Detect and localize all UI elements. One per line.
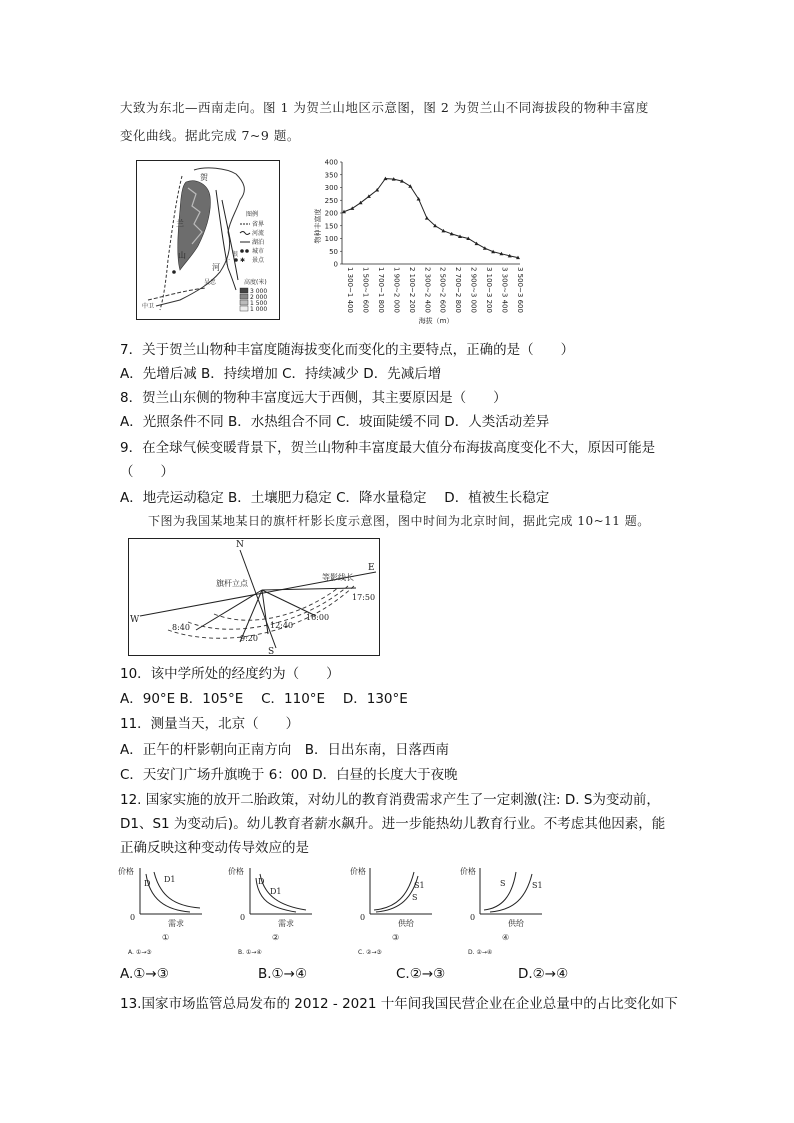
richness-chart [306,156,536,328]
map-elev-title: 高度(米) [244,279,267,286]
chart-xtick-label: 3 500~3 600 [516,267,524,313]
svg-text:S: S [500,879,506,888]
map-elev-3: 1 000 [250,306,268,313]
shadow-pole-label: 旗杆立点 [216,579,248,588]
map-elev-0: 3 000 [250,288,268,295]
q7-stem: 7．关于贺兰山物种丰富度随海拔变化而变化的主要特点，正确的是（ ） [120,342,575,358]
chart-xtick-label: 2 300~2 400 [423,267,432,313]
chart-ytick-label: 100 [324,235,338,243]
chart-ytick-label: 400 [324,158,338,167]
map-label-wuzhong: 吴忠 [204,279,217,286]
map-legend-item-3: 城市 [252,248,265,255]
svg-text:价格: 价格 [350,867,366,876]
map-legend-item-4: 景点 [252,257,265,264]
svg-text:S1: S1 [532,881,543,890]
chart-data-point [425,216,429,220]
q12-graphs [116,862,656,960]
svg-text:S: S [412,893,418,902]
svg-text:✱: ✱ [240,257,246,264]
q12-graph-3 [350,866,432,956]
svg-text:③: ③ [392,933,400,942]
q12-option-d: D.②→④ [518,966,569,982]
svg-text:D1: D1 [164,875,176,884]
q12-subopt-a: A. ①→③ [128,949,152,956]
svg-text:D: D [144,879,151,888]
q7-options: A．先增后减 B．持续增加 C．持续减少 D．先减后增 [120,366,442,382]
q13-stem: 13.国家市场监管总局发布的 2012 - 2021 十年间我国民营企业在企业总量中的占比变化如下 [120,996,678,1012]
q9-options: A．地壳运动稳定 B．土壤肥力稳定 C．降水量稳定 D．植被生长稳定 [120,490,550,506]
q12-graph-2 [228,866,312,956]
chart-data-point [441,229,445,233]
chart-data-point [475,242,479,246]
chart-xlabel: 海拔（m） [418,317,454,325]
chart-ytick-label: 150 [324,222,338,231]
q11-stem: 11．测量当天，北京（ ） [120,716,300,732]
chart-ytick-label: 350 [324,171,338,180]
q12-line-1: 12. 国家实施的放开二胎政策，对幼儿的教育消费需求产生了一定刺激(注: D. S为变动前， [120,792,660,808]
chart-ylabel: 物种丰富度 [314,208,322,244]
map-legend-item-0: 省界 [252,221,265,228]
shadow-north: N [236,540,244,550]
chart-xtick-label: 1 900~2 000 [392,267,401,313]
svg-text:0: 0 [470,913,476,922]
q12-option-a: A.①→③ [120,966,169,982]
chart-xtick-label: 2 100~2 200 [407,267,416,313]
svg-text:需求: 需求 [278,919,294,928]
map-label-he: 贺 [200,173,208,182]
q8-options: A．光照条件不同 B．水热组合不同 C．坡面陡缓不同 D．人类活动差异 [120,414,550,430]
intro-line-1: 大致为东北—西南走向。图 1 为贺兰山地区示意图，图 2 为贺兰山不同海拔段的物种丰富度 [120,100,649,115]
q12-subopt-d: D. ②→④ [468,949,493,956]
chart-series-line [344,179,518,258]
svg-text:价格: 价格 [118,867,134,876]
intro-10-11: 下图为我国某地某日的旗杆杆影长度示意图，图中时间为北京时间，据此完成 10~11 题。 [148,514,650,528]
svg-text:价格: 价格 [228,867,244,876]
shadow-east: E [368,563,375,573]
q11-options-2: C．天安门广场升旗晚于 6：00 D．白昼的长度大于夜晚 [120,767,458,783]
svg-text:④: ④ [502,933,510,942]
map-label-ding: 丁 [224,259,231,266]
chart-xtick-label: 2 500~2 600 [438,267,447,313]
shadow-figure [128,538,380,656]
chart-xtick-label: 2 900~3 000 [469,267,478,313]
chart-data-point [408,184,412,188]
q9-stem-1: 9．在全球气候变暖背景下，贺兰山物种丰富度最大值分布海拔高度变化不大，原因可能是 [120,440,656,456]
map-label-zhongwei: 中卫 [142,303,155,310]
shadow-west: W [130,615,140,625]
map-label-yin: 银 [232,251,239,258]
chart-xtick-label: 1 300~1 400 [346,267,354,313]
svg-text:D: D [258,877,265,886]
shadow-time-840: 8:40 [172,623,190,632]
q8-stem: 8．贺兰山东侧的物种丰富度远大于西侧，其主要原因是（ ） [120,390,507,406]
svg-text:价格: 价格 [460,867,476,876]
q12-option-b: B.①→④ [258,966,308,982]
svg-text:供给: 供给 [398,919,414,928]
chart-xtick-label: 2 700~2 800 [454,267,463,313]
chart-ytick-label: 200 [324,209,338,218]
q12-subopt-b: B. ①→④ [238,949,262,956]
helan-map-figure [136,160,280,320]
shadow-contour-label: 等影线长 [322,573,354,582]
q12-graph-1 [118,866,202,956]
svg-text:供给: 供给 [508,919,524,928]
q12-line-3: 正确反映这种变动传导效应的是 [120,840,309,856]
svg-text:D1: D1 [270,887,282,896]
q12-subopt-c: C. ②→③ [358,949,382,956]
shadow-time-1750: 17:50 [352,593,376,602]
map-elev-2: 1 500 [250,300,268,307]
svg-text:0: 0 [240,913,246,922]
chart-ytick-label: 250 [324,196,338,205]
q12-option-c: C.②→③ [396,966,446,982]
map-label-lan: 兰 [176,219,184,228]
q12-graph-4 [460,866,543,956]
chart-xtick-label: 3 100~3 200 [485,267,494,313]
chart-ytick-label: 50 [329,247,338,256]
q10-stem: 10．该中学所处的经度约为（ ） [120,666,340,682]
shadow-time-920: 9:20 [240,634,258,643]
q10-options: A．90°E B．105°E C．110°E D．130°E [120,691,408,707]
map-legend-item-2: 湖泊 [252,239,265,246]
svg-text:②: ② [272,933,280,942]
shadow-time-1240: 12:40 [270,621,294,630]
intro-line-2: 变化曲线。据此完成 7~9 题。 [120,128,300,143]
svg-text:S1: S1 [414,881,425,890]
map-label-river: 河 [212,263,220,272]
map-legend-title: 图例 [246,211,259,218]
chart-ytick-label: 300 [324,184,338,192]
chart-xtick-label: 3 300~3 400 [500,267,509,313]
shadow-south: S [268,647,275,656]
map-legend-item-1: 河流 [252,230,265,237]
chart-ytick-label: 0 [333,260,338,269]
svg-text:①: ① [162,933,170,942]
chart-xtick-label: 1 500~1 600 [361,267,370,313]
svg-text:0: 0 [360,913,366,922]
q9-stem-2: （ ） [120,464,174,480]
map-elev-1: 2 000 [250,294,268,301]
q12-line-2: D1、S1 为变动后)。幼儿教育者薪水飙升。进一步能热幼儿教育行业。不考虑其他因素，能 [120,816,666,832]
chart-xtick-label: 1 700~1 800 [376,267,385,313]
map-label-shan: 山 [178,251,186,260]
shadow-time-1600: 16:00 [306,613,330,622]
svg-text:0: 0 [130,913,136,922]
q11-options-1: A．正午的杆影朝向正南方向 B．日出东南，日落西南 [120,742,449,758]
svg-text:需求: 需求 [168,919,184,928]
